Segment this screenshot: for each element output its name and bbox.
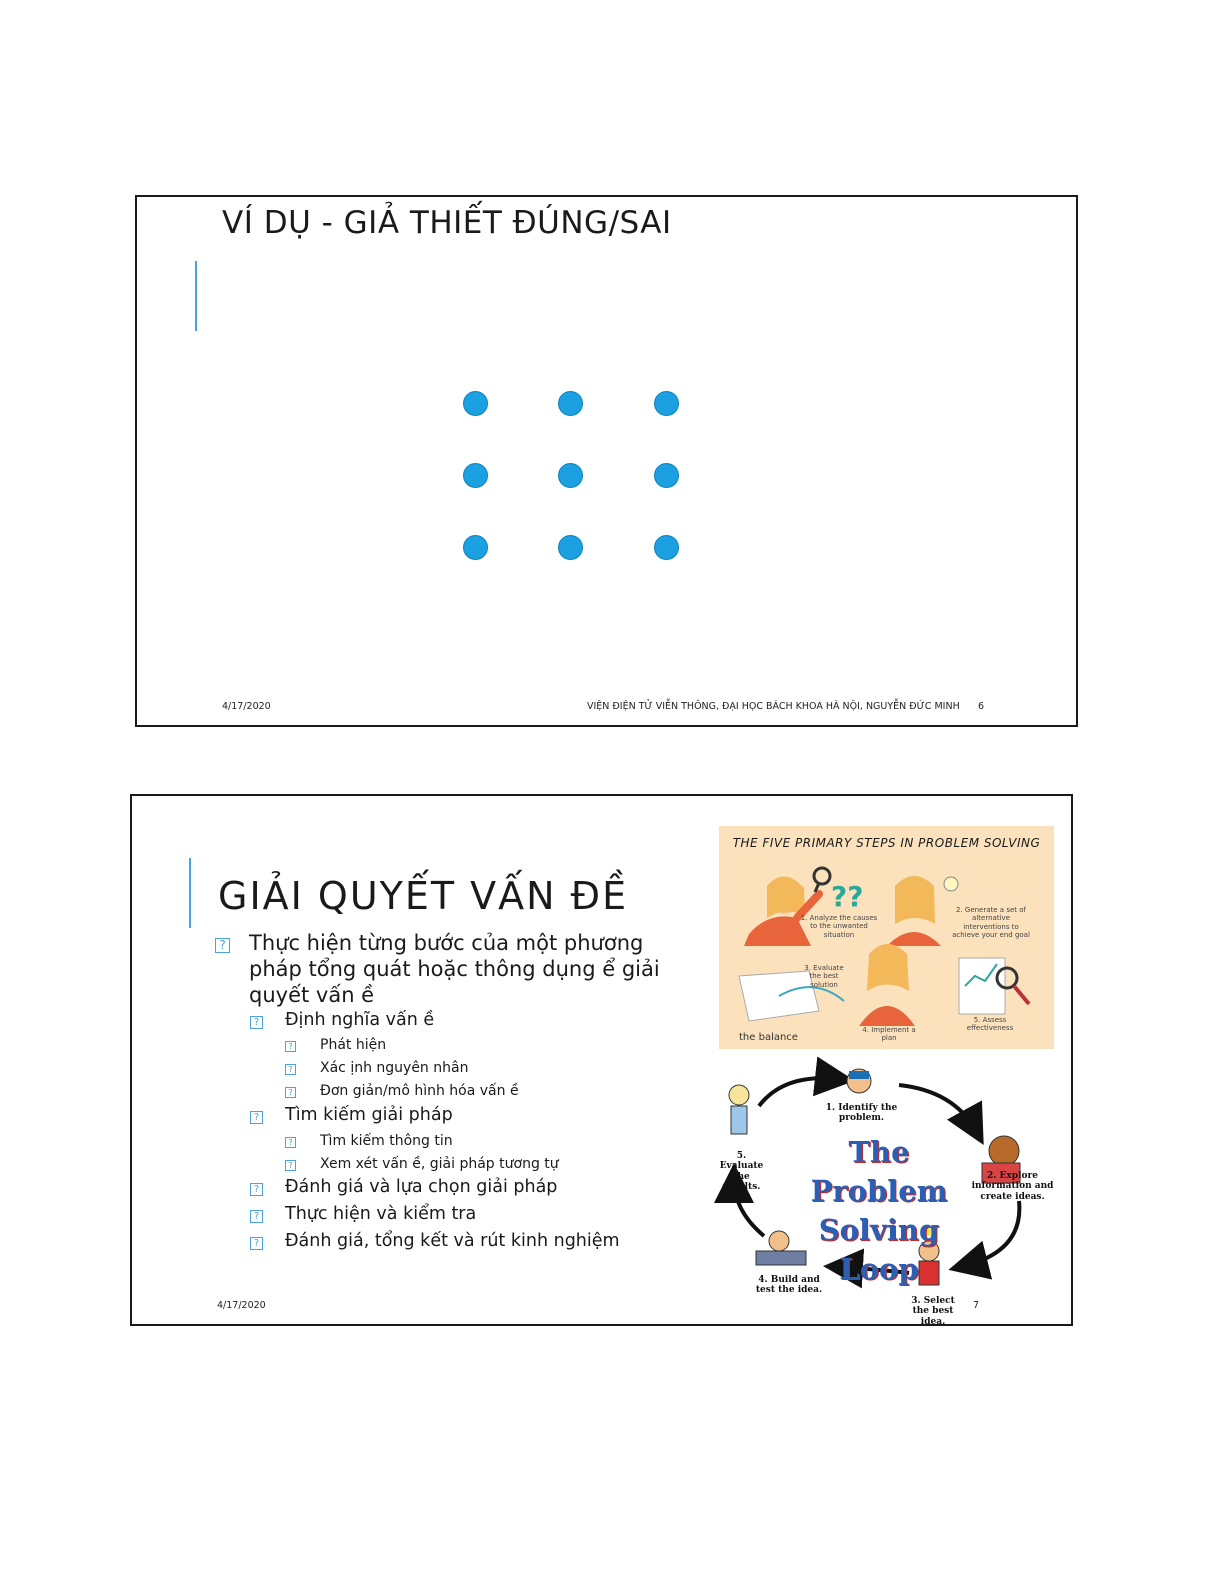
step-caption: 1. Analyze the causes to the unwanted situation bbox=[800, 914, 878, 939]
footer-date: 4/17/2020 bbox=[217, 1300, 266, 1311]
footer-text: VIỆN ĐIỆN TỬ VIỄN THÔNG, ĐẠI HỌC BÁCH KHOA HÀ NỘI, NGUYỄN ĐỨC MINH bbox=[587, 701, 960, 712]
bullet-icon: ? bbox=[285, 1064, 296, 1075]
bullet-icon: ? bbox=[250, 1183, 263, 1196]
page-number: 7 bbox=[973, 1300, 980, 1311]
bullet-icon: ? bbox=[250, 1016, 263, 1029]
bullet-icon: ? bbox=[215, 938, 230, 953]
dot bbox=[654, 391, 679, 416]
footer-date: 4/17/2020 bbox=[222, 701, 271, 712]
dot bbox=[558, 391, 583, 416]
dot bbox=[463, 391, 488, 416]
page-number: 6 bbox=[978, 701, 985, 712]
bullet-icon: ? bbox=[250, 1111, 263, 1124]
bullet-icon: ? bbox=[285, 1137, 296, 1148]
dot bbox=[654, 535, 679, 560]
problem-solving-loop-illustration bbox=[714, 1051, 1059, 1327]
bullet-icon: ? bbox=[250, 1237, 263, 1250]
svg-text:??: ?? bbox=[831, 880, 864, 913]
slide-vi-du bbox=[135, 195, 1078, 727]
brand-logo: the balance bbox=[739, 1032, 798, 1043]
illustration-title: THE FIVE PRIMARY STEPS IN PROBLEM SOLVING bbox=[732, 836, 1041, 850]
bullet-icon: ? bbox=[285, 1087, 296, 1098]
bullet-icon: ? bbox=[285, 1041, 296, 1052]
dot bbox=[463, 463, 488, 488]
bullet-icon: ? bbox=[285, 1160, 296, 1171]
dot bbox=[558, 463, 583, 488]
slide-title: GIẢI QUYẾT VẤN ĐỀ bbox=[218, 874, 629, 918]
five-steps-illustration bbox=[719, 826, 1054, 1049]
loop-step-caption: 4. Build and test the idea. bbox=[755, 1275, 823, 1296]
step-caption: 5. Assess effectiveness bbox=[966, 1016, 1014, 1033]
accent-bar bbox=[189, 858, 191, 928]
loop-title: The Problem Solving Loop bbox=[810, 1135, 948, 1287]
loop-step-caption: 3. Select the best idea. bbox=[911, 1296, 955, 1327]
loop-step-caption: 2. Explore information and create ideas. bbox=[971, 1171, 1054, 1202]
step-caption: 2. Generate a set of alternative interventions to achieve your end goal bbox=[952, 906, 1030, 940]
slide-title: VÍ DỤ - GIẢ THIẾT ĐÚNG/SAI bbox=[222, 205, 672, 241]
dot bbox=[654, 463, 679, 488]
step-caption: 4. Implement a plan bbox=[862, 1026, 916, 1043]
bullet-icon: ? bbox=[250, 1210, 263, 1223]
accent-bar bbox=[195, 261, 197, 331]
step-caption: 3. Evaluate the best solution bbox=[804, 964, 844, 989]
dot bbox=[558, 535, 583, 560]
loop-step-caption: 5. Evaluate the results. bbox=[719, 1151, 764, 1193]
dot bbox=[463, 535, 488, 560]
slide-giai-quyet-van-de: GIẢI QUYẾT VẤN ĐỀ ? Thực hiện từng bước của một phương pháp tổng quát hoặc thông dụng ể giải quyết vấn ề ? Định nghĩa vấn ề ? Phát hiện ? Xác ịnh nguyên nhân ? Đơn giản/mô hình hóa vấn ề ? Tìm kiếm giải pháp ? Tìm kiếm thông tin ? Xem xét vấn ề, giải pháp tương tự ? Đánh giá và lựa chọn giải pháp ? Thực hiện và kiểm tra ? Đánh giá, tổng kết và rút kinh nghiệm THE FIVE PRIMARY STEPS IN PROBLEM SOLVING ?? 1. Analyze the causes to the unwanted situation 2. Generate a set of alternative interventions to achieve your end goal 3. Evaluate the best solution 4. Implement a plan 5. Assess effectiveness the balance The Problem Solving Loop 1. Identify the problem. 2. Explore information and create ideas. 3. Select the best idea. 4. Build and test the idea. 5. Evaluate the results. 4/17/2020 7 bbox=[130, 794, 1073, 1326]
loop-step-caption: 1. Identify the problem. bbox=[825, 1103, 898, 1124]
